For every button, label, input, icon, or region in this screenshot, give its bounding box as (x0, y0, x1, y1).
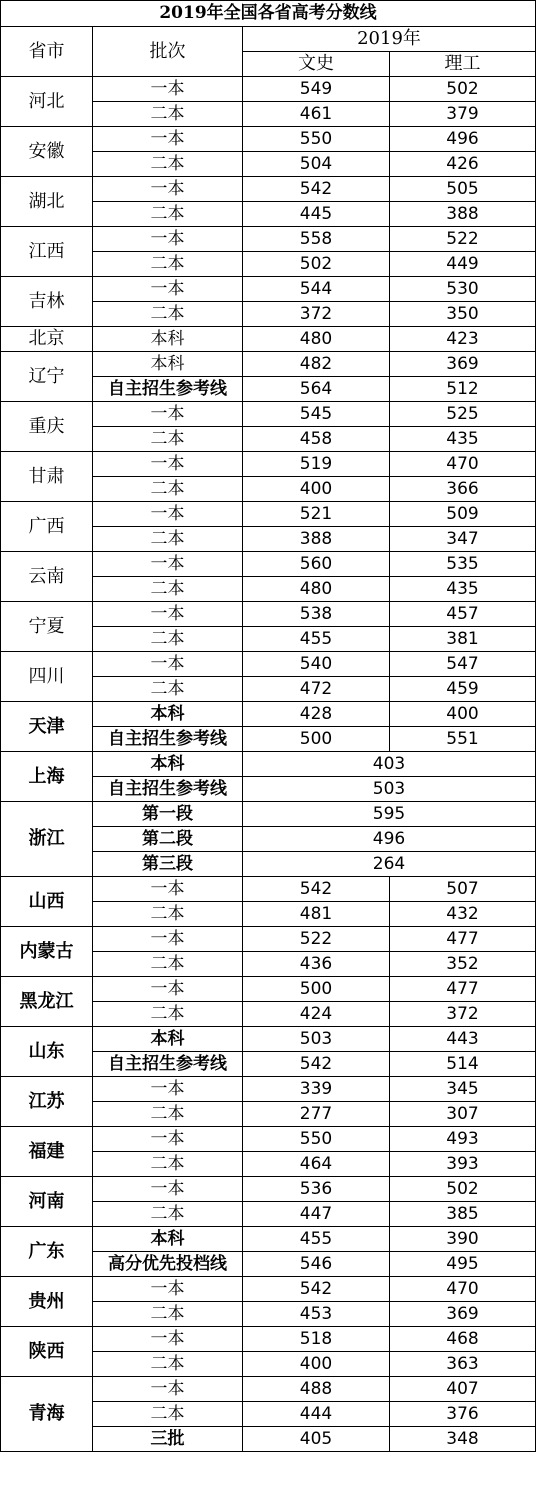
province-cell: 宁夏 (1, 602, 93, 652)
ligong-score-cell: 514 (390, 1052, 536, 1077)
batch-cell: 本科 (93, 1227, 243, 1252)
province-cell: 云南 (1, 552, 93, 602)
batch-cell: 自主招生参考线 (93, 727, 243, 752)
table-row (1, 977, 536, 1002)
wenshi-score-cell: 445 (243, 202, 390, 227)
wenshi-score-cell: 482 (243, 352, 390, 377)
ligong-score-cell: 459 (390, 677, 536, 702)
table-row (1, 502, 536, 527)
batch-cell: 一本 (93, 1127, 243, 1152)
wenshi-score-cell: 488 (243, 1377, 390, 1402)
wenshi-score-cell: 503 (243, 1027, 390, 1052)
province-cell: 甘肃 (1, 452, 93, 502)
batch-cell: 本科 (93, 702, 243, 727)
score-cell: 496 (243, 827, 536, 852)
province-cell: 北京 (1, 327, 93, 352)
province-cell: 江西 (1, 227, 93, 277)
batch-cell: 一本 (93, 1327, 243, 1352)
batch-cell: 一本 (93, 402, 243, 427)
table-row (1, 1027, 536, 1052)
ligong-score-cell: 551 (390, 727, 536, 752)
wenshi-score-cell: 500 (243, 727, 390, 752)
ligong-score-cell: 381 (390, 627, 536, 652)
wenshi-score-cell: 549 (243, 77, 390, 102)
ligong-score-cell: 385 (390, 1202, 536, 1227)
ligong-score-cell: 457 (390, 602, 536, 627)
ligong-score-cell: 388 (390, 202, 536, 227)
header-province: 省市 (1, 27, 93, 77)
batch-cell: 一本 (93, 277, 243, 302)
ligong-score-cell: 423 (390, 327, 536, 352)
wenshi-score-cell: 480 (243, 577, 390, 602)
batch-cell: 一本 (93, 77, 243, 102)
wenshi-score-cell: 518 (243, 1327, 390, 1352)
wenshi-score-cell: 519 (243, 452, 390, 477)
batch-cell: 二本 (93, 1302, 243, 1327)
wenshi-score-cell: 405 (243, 1427, 390, 1452)
ligong-score-cell: 352 (390, 952, 536, 977)
ligong-score-cell: 390 (390, 1227, 536, 1252)
wenshi-score-cell: 521 (243, 502, 390, 527)
ligong-score-cell: 502 (390, 1177, 536, 1202)
score-cell: 264 (243, 852, 536, 877)
table-row (1, 1327, 536, 1352)
table-row (1, 602, 536, 627)
wenshi-score-cell: 277 (243, 1102, 390, 1127)
batch-cell: 二本 (93, 427, 243, 452)
table-row (1, 1377, 536, 1402)
table-row (1, 1277, 536, 1302)
wenshi-score-cell: 372 (243, 302, 390, 327)
batch-cell: 本科 (93, 1027, 243, 1052)
province-cell: 山东 (1, 1027, 93, 1077)
batch-cell: 本科 (93, 352, 243, 377)
ligong-score-cell: 393 (390, 1152, 536, 1177)
table-row (1, 452, 536, 477)
ligong-score-cell: 522 (390, 227, 536, 252)
ligong-score-cell: 363 (390, 1352, 536, 1377)
batch-cell: 第二段 (93, 827, 243, 852)
wenshi-score-cell: 544 (243, 277, 390, 302)
batch-cell: 本科 (93, 327, 243, 352)
province-cell: 黑龙江 (1, 977, 93, 1027)
table-row (1, 1177, 536, 1202)
batch-cell: 一本 (93, 602, 243, 627)
wenshi-score-cell: 339 (243, 1077, 390, 1102)
ligong-score-cell: 369 (390, 352, 536, 377)
ligong-score-cell: 535 (390, 552, 536, 577)
batch-cell: 二本 (93, 302, 243, 327)
batch-cell: 二本 (93, 477, 243, 502)
wenshi-score-cell: 455 (243, 627, 390, 652)
ligong-score-cell: 432 (390, 902, 536, 927)
table-row (1, 702, 536, 727)
province-cell: 安徽 (1, 127, 93, 177)
table-title: 2019年全国各省高考分数线 (1, 1, 536, 27)
wenshi-score-cell: 447 (243, 1202, 390, 1227)
batch-cell: 二本 (93, 677, 243, 702)
batch-cell: 一本 (93, 877, 243, 902)
wenshi-score-cell: 542 (243, 877, 390, 902)
wenshi-score-cell: 550 (243, 127, 390, 152)
wenshi-score-cell: 522 (243, 927, 390, 952)
batch-cell: 高分优先投档线 (93, 1252, 243, 1277)
score-cell: 503 (243, 777, 536, 802)
ligong-score-cell: 547 (390, 652, 536, 677)
batch-cell: 三批 (93, 1427, 243, 1452)
wenshi-score-cell: 545 (243, 402, 390, 427)
table-row (1, 652, 536, 677)
batch-cell: 一本 (93, 177, 243, 202)
ligong-score-cell: 495 (390, 1252, 536, 1277)
batch-cell: 一本 (93, 927, 243, 952)
table-row (1, 77, 536, 102)
ligong-score-cell: 443 (390, 1027, 536, 1052)
wenshi-score-cell: 500 (243, 977, 390, 1002)
table-row (1, 927, 536, 952)
wenshi-score-cell: 464 (243, 1152, 390, 1177)
ligong-score-cell: 366 (390, 477, 536, 502)
province-cell: 广东 (1, 1227, 93, 1277)
ligong-score-cell: 477 (390, 977, 536, 1002)
ligong-score-cell: 502 (390, 77, 536, 102)
batch-cell: 二本 (93, 952, 243, 977)
batch-cell: 二本 (93, 1402, 243, 1427)
ligong-score-cell: 493 (390, 1127, 536, 1152)
province-cell: 辽宁 (1, 352, 93, 402)
wenshi-score-cell: 542 (243, 177, 390, 202)
batch-cell: 一本 (93, 502, 243, 527)
province-cell: 山西 (1, 877, 93, 927)
batch-cell: 二本 (93, 1202, 243, 1227)
wenshi-score-cell: 436 (243, 952, 390, 977)
table-row (1, 1227, 536, 1252)
table-row (1, 177, 536, 202)
wenshi-score-cell: 564 (243, 377, 390, 402)
table-row (1, 1127, 536, 1152)
batch-cell: 一本 (93, 452, 243, 477)
province-cell: 天津 (1, 702, 93, 752)
batch-cell: 二本 (93, 1002, 243, 1027)
ligong-score-cell: 407 (390, 1377, 536, 1402)
ligong-score-cell: 470 (390, 1277, 536, 1302)
batch-cell: 二本 (93, 1352, 243, 1377)
table-row (1, 352, 536, 377)
header-ligong: 理工 (390, 52, 536, 77)
ligong-score-cell: 372 (390, 1002, 536, 1027)
wenshi-score-cell: 453 (243, 1302, 390, 1327)
wenshi-score-cell: 458 (243, 427, 390, 452)
province-cell: 吉林 (1, 277, 93, 327)
wenshi-score-cell: 538 (243, 602, 390, 627)
wenshi-score-cell: 536 (243, 1177, 390, 1202)
wenshi-score-cell: 540 (243, 652, 390, 677)
ligong-score-cell: 426 (390, 152, 536, 177)
ligong-score-cell: 350 (390, 302, 536, 327)
batch-cell: 一本 (93, 1377, 243, 1402)
province-cell: 青海 (1, 1377, 93, 1452)
batch-cell: 二本 (93, 627, 243, 652)
province-cell: 河北 (1, 77, 93, 127)
table-row (1, 552, 536, 577)
ligong-score-cell: 376 (390, 1402, 536, 1427)
ligong-score-cell: 347 (390, 527, 536, 552)
wenshi-score-cell: 542 (243, 1277, 390, 1302)
batch-cell: 第一段 (93, 802, 243, 827)
ligong-score-cell: 509 (390, 502, 536, 527)
wenshi-score-cell: 546 (243, 1252, 390, 1277)
wenshi-score-cell: 444 (243, 1402, 390, 1427)
ligong-score-cell: 507 (390, 877, 536, 902)
ligong-score-cell: 345 (390, 1077, 536, 1102)
ligong-score-cell: 477 (390, 927, 536, 952)
batch-cell: 二本 (93, 102, 243, 127)
ligong-score-cell: 505 (390, 177, 536, 202)
table-row (1, 752, 536, 777)
wenshi-score-cell: 502 (243, 252, 390, 277)
table-row (1, 327, 536, 352)
ligong-score-cell: 369 (390, 1302, 536, 1327)
batch-cell: 一本 (93, 552, 243, 577)
wenshi-score-cell: 560 (243, 552, 390, 577)
ligong-score-cell: 470 (390, 452, 536, 477)
table-row (1, 227, 536, 252)
batch-cell: 自主招生参考线 (93, 377, 243, 402)
wenshi-score-cell: 400 (243, 1352, 390, 1377)
province-cell: 浙江 (1, 802, 93, 877)
batch-cell: 二本 (93, 202, 243, 227)
wenshi-score-cell: 400 (243, 477, 390, 502)
table-row (1, 802, 536, 827)
province-cell: 重庆 (1, 402, 93, 452)
ligong-score-cell: 468 (390, 1327, 536, 1352)
batch-cell: 自主招生参考线 (93, 1052, 243, 1077)
wenshi-score-cell: 428 (243, 702, 390, 727)
batch-cell: 二本 (93, 1152, 243, 1177)
score-table-body (1, 1, 536, 1452)
province-cell: 上海 (1, 752, 93, 802)
table-row (1, 277, 536, 302)
header-batch: 批次 (93, 27, 243, 77)
header-year: 2019年 (243, 27, 536, 52)
ligong-score-cell: 449 (390, 252, 536, 277)
ligong-score-cell: 435 (390, 577, 536, 602)
province-cell: 福建 (1, 1127, 93, 1177)
province-cell: 四川 (1, 652, 93, 702)
batch-cell: 二本 (93, 152, 243, 177)
table-row (1, 1077, 536, 1102)
batch-cell: 一本 (93, 652, 243, 677)
score-cell: 403 (243, 752, 536, 777)
wenshi-score-cell: 504 (243, 152, 390, 177)
ligong-score-cell: 307 (390, 1102, 536, 1127)
wenshi-score-cell: 550 (243, 1127, 390, 1152)
batch-cell: 一本 (93, 227, 243, 252)
wenshi-score-cell: 481 (243, 902, 390, 927)
batch-cell: 二本 (93, 252, 243, 277)
ligong-score-cell: 400 (390, 702, 536, 727)
ligong-score-cell: 525 (390, 402, 536, 427)
table-row (1, 402, 536, 427)
province-cell: 广西 (1, 502, 93, 552)
batch-cell: 一本 (93, 1177, 243, 1202)
wenshi-score-cell: 480 (243, 327, 390, 352)
batch-cell: 二本 (93, 902, 243, 927)
ligong-score-cell: 512 (390, 377, 536, 402)
ligong-score-cell: 348 (390, 1427, 536, 1452)
batch-cell: 第三段 (93, 852, 243, 877)
wenshi-score-cell: 455 (243, 1227, 390, 1252)
province-cell: 河南 (1, 1177, 93, 1227)
batch-cell: 一本 (93, 1277, 243, 1302)
batch-cell: 二本 (93, 1102, 243, 1127)
wenshi-score-cell: 388 (243, 527, 390, 552)
table-row (1, 127, 536, 152)
batch-cell: 自主招生参考线 (93, 777, 243, 802)
wenshi-score-cell: 461 (243, 102, 390, 127)
ligong-score-cell: 435 (390, 427, 536, 452)
batch-cell: 一本 (93, 127, 243, 152)
province-cell: 内蒙古 (1, 927, 93, 977)
wenshi-score-cell: 472 (243, 677, 390, 702)
batch-cell: 二本 (93, 577, 243, 602)
batch-cell: 一本 (93, 977, 243, 1002)
table-row (1, 877, 536, 902)
ligong-score-cell: 530 (390, 277, 536, 302)
province-cell: 江苏 (1, 1077, 93, 1127)
score-cell: 595 (243, 802, 536, 827)
batch-cell: 一本 (93, 1077, 243, 1102)
province-cell: 贵州 (1, 1277, 93, 1327)
header-wenshi: 文史 (243, 52, 390, 77)
wenshi-score-cell: 558 (243, 227, 390, 252)
ligong-score-cell: 496 (390, 127, 536, 152)
province-cell: 陕西 (1, 1327, 93, 1377)
province-cell: 湖北 (1, 177, 93, 227)
wenshi-score-cell: 542 (243, 1052, 390, 1077)
batch-cell: 本科 (93, 752, 243, 777)
wenshi-score-cell: 424 (243, 1002, 390, 1027)
ligong-score-cell: 379 (390, 102, 536, 127)
batch-cell: 二本 (93, 527, 243, 552)
